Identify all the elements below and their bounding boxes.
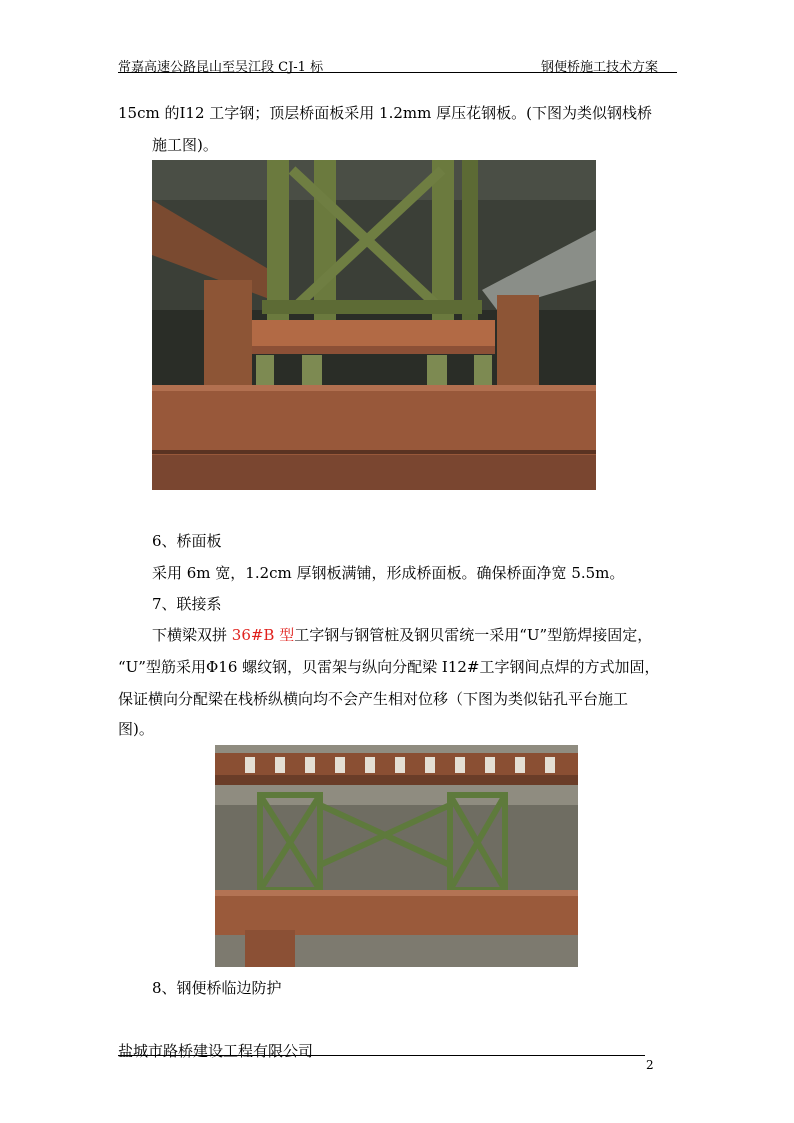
section-7-paragraph-4: 图)。 xyxy=(118,720,154,738)
section-7-text-a: 下横梁双拼 xyxy=(152,626,232,644)
footer-rule xyxy=(118,1055,645,1056)
section-8-title: 8、钢便桥临边防护 xyxy=(152,979,282,997)
section-7-paragraph-1 xyxy=(152,624,652,645)
header-right: 钢便桥施工技术方案 xyxy=(541,60,659,75)
section-7-highlight: 36#B 型 xyxy=(231,626,295,644)
body-line-1: 15cm 的Ⅰ12 工字钢；顶层桥面板采用 1.2mm 厚压花钢板。(下图为类似钢栈桥 xyxy=(118,104,652,122)
trestle-photo xyxy=(152,160,596,490)
page-number: 2 xyxy=(646,1058,654,1072)
section-6-text: 采用 6m 宽，1.2cm 厚钢板满铺，形成桥面板。确保桥面净宽 5.5m。 xyxy=(152,564,625,582)
section-7-paragraph-2: “U”型筋采用Φ16 螺纹钢，贝雷架与纵向分配梁 I12#工字钢间点焊的方式加固， xyxy=(118,658,660,676)
footer-company: 盐城市路桥建设工程有限公司 xyxy=(118,1042,314,1060)
section-7-text-b: 工字钢与钢管桩及钢贝雷统一采用“U”型筋焊接固定， xyxy=(294,626,653,644)
body-line-2: 施工图)。 xyxy=(152,136,218,154)
header-left: 常嘉高速公路昆山至吴江段 CJ-1 标 xyxy=(118,60,324,75)
header-rule xyxy=(118,72,677,73)
platform-photo xyxy=(215,745,578,967)
section-6-title: 6、桥面板 xyxy=(152,532,222,550)
section-7-title: 7、联接系 xyxy=(152,595,222,613)
section-7-paragraph-3: 保证横向分配梁在栈桥纵横向均不会产生相对位移（下图为类似钻孔平台施工 xyxy=(118,690,629,708)
